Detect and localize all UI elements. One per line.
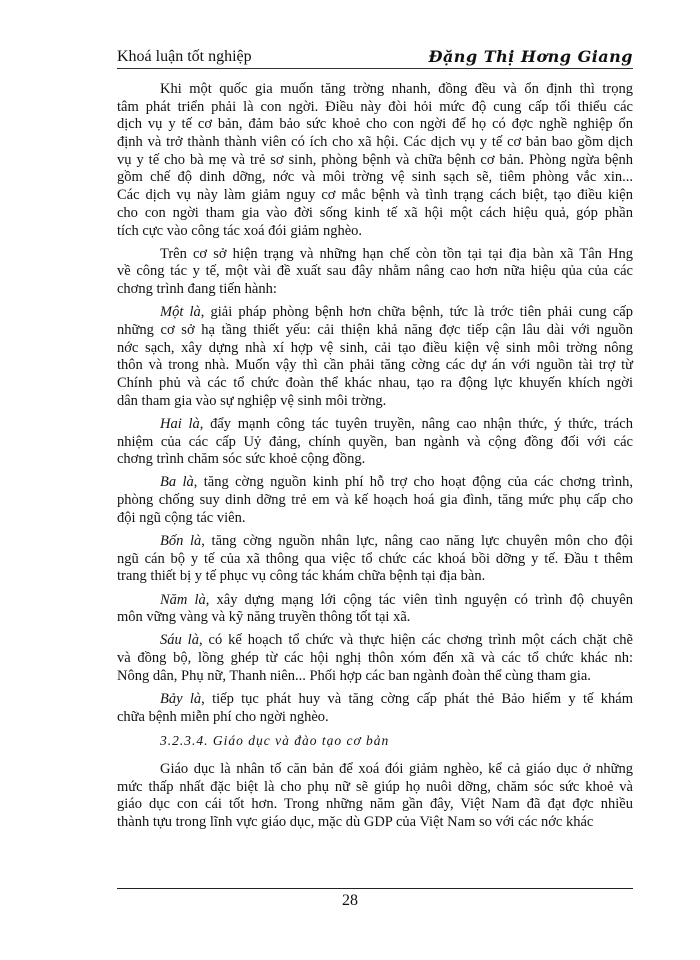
text-line: nớc sạch, xây dựng nhà xí hợp vệ sinh, cải tạo điều kiện vệ sinh môi trờng nông [117,339,633,356]
page-header [117,44,633,69]
footer-divider [117,888,633,889]
paragraph-lead: Sáu là [160,632,199,649]
text-line: đội ngũ cộng tác viên. [117,509,246,526]
text-line: nhiệm của các cấp Uỷ đảng, chính quyền, ban ngành và cộng đồng đối với các [117,433,633,450]
paragraph-lead: Một là [160,304,201,321]
section-heading: 3.2.3.4. Giáo dục và đào tạo cơ bản [160,733,390,749]
line-text: , tiếp tục phát huy và tăng cờng cấp phát thẻ Bảo hiểm y tế khám [201,691,633,707]
line-text: , tăng cờng nguồn nhân lực, nâng cao năng lực chuyên môn cho đội [201,533,634,549]
paragraph [117,246,633,299]
line-text: , có kế hoạch tổ chức và thực hiện các chơng trình một cách chặt chẽ [198,632,633,649]
paragraph-lead: Ba là [160,474,194,491]
text-line: chơng trình đang tiến hành: [117,281,277,298]
text-line: Trên cơ sở hiện trạng và những hạn chế còn tồn tại tại địa bàn xã Tân Hng [160,245,633,262]
paragraph-lead: Bảy là [160,691,202,707]
text-line: ngũ cán bộ y tế của xã thông qua việc tổ chức các khoá bồi dỡng y tế. Đầu t thêm [117,550,633,567]
paragraph [117,416,633,469]
text-line: thôn và trong nhà. Muốn vậy thì cần phải tăng cờng các dự án với nguồn tài trợ từ [117,357,633,374]
paragraph [117,474,633,527]
author-name: Đặng Thị Hơng Giang [428,47,633,66]
text-line: dịch vụ y tế cơ bản, đảm bảo sức khoẻ cho con ngời để họ có đợc nghề nghiệp ổn [117,116,633,133]
paragraph [117,592,633,627]
text-line: và đồng bộ, lồng ghép từ các hội nghị thôn xóm đến xã và các tổ chức khác nh: [117,650,633,667]
text-line: Nông dân, Phụ nữ, Thanh niên... Phối hợp các ban ngành đoàn thể cùng tham gia. [117,667,591,684]
paragraph-lead: Bốn là [160,533,202,549]
line-text: , giải pháp phòng bệnh hơn chữa bệnh, tức là trớc tiên phải cung cấp [200,304,633,321]
text-line: vụ y tế cho bà mẹ và trẻ sơ sinh, phòng bệnh và chữa bệnh cơ bản. Phòng ngừa bệnh [117,151,633,168]
text-line: tâm phát triển phải là con ngời. Điều này đòi hỏi mức độ cung cấp tối thiểu các [117,98,633,115]
text-line: những cơ sở hạ tầng thiết yếu: cải thiện khả năng đợc tiếp cận lâu dài với nguồn [117,321,633,338]
text-line: môn vững vàng và kỹ năng truyền thông tốt tại xã. [117,609,411,626]
paragraph [117,632,633,685]
text-line: dân tham gia vào sự nghiệp vệ sinh môi trờng. [117,392,387,409]
document-title: Khoá luận tốt nghiệp [117,48,252,65]
paragraph-lead: Hai là [160,415,200,432]
text-line [117,592,633,610]
text-line: mức thấp nhất đặc biệt là cho phụ nữ sẽ giúp họ nuôi dỡng, chăm sóc sức khoẻ và [117,778,633,795]
paragraph [117,533,633,586]
text-line: chơng trình chăm sóc sức khoẻ cộng đồng. [117,451,366,468]
text-line [117,416,633,434]
text-line: về công tác y tế, một vài đề xuất sau đây nhằm nâng cao hơn nữa hiệu qủa của các [117,263,633,280]
text-line [117,533,633,551]
text-line: trang thiết bị y tế phục vụ công tác khám chữa bệnh tại địa bàn. [117,568,486,585]
paragraph [117,81,633,240]
text-line: thành tựu trong lĩnh vực giáo dục, mặc dù GDP của Việt Nam so với các nớc khác [117,814,594,831]
text-line [117,474,633,492]
document-body [117,81,633,837]
line-text: , đẩy mạnh công tác tuyên truyền, nâng cao nhận thức, ý thức, trách [199,415,633,432]
text-line: chữa bệnh miễn phí cho ngời nghèo. [117,708,329,725]
page-number: 28 [342,892,358,909]
text-line: phòng chống suy dinh dỡng trẻ em và kế hoạch hoá gia đình, tăng mức phụ cấp cho [117,492,633,509]
text-line [117,632,633,650]
line-text: , xây dựng mạng lới cộng tác viên tình nguyện có trình độ chuyên [205,591,633,608]
line-text: , tăng cờng nguồn kinh phí hỗ trợ cho hoạt động của các chơng trình, [193,474,633,491]
text-line: Khi một quốc gia muốn tăng trờng nhanh, đồng đều và ổn định thì trọng [160,81,633,97]
text-line: tích cực vào công tác xoá đói giảm nghèo. [117,222,363,239]
text-line: cho con ngời tham gia vào đời sống kinh tế xã hội một cách hiệu quả, góp phần [117,204,633,221]
paragraph-lead: Năm là [160,591,206,608]
text-line [117,691,633,709]
text-line: gồm chế độ dinh dỡng, nớc và môi trờng vệ sinh sạch sẽ, tiêm phòng vắc xin... [117,169,633,186]
text-line: Giáo dục là nhân tố căn bản để xoá đói giảm nghèo, kể cả giáo dục ở những [160,761,633,778]
text-line: định và trở thành thành viên có ích cho xã hội. Các dịch vụ y tế cơ bản bao gồm dịch [117,134,633,151]
text-line: giáo dục con cái tốt hơn. Trong những năm gần đây, Việt Nam đã đạt đợc nhiều [117,796,633,813]
paragraph [117,761,633,832]
text-line: Chính phủ và các tổ chức đoàn thể khác nhau, tạo ra động lực khuyến khích ngời [117,375,633,391]
text-line: Các dịch vụ này làm giảm nguy cơ mắc bệnh và tình trạng cách biệt, tạo điều kiện [117,187,633,204]
paragraph [117,304,633,410]
text-line [117,304,633,322]
paragraph [117,691,633,726]
